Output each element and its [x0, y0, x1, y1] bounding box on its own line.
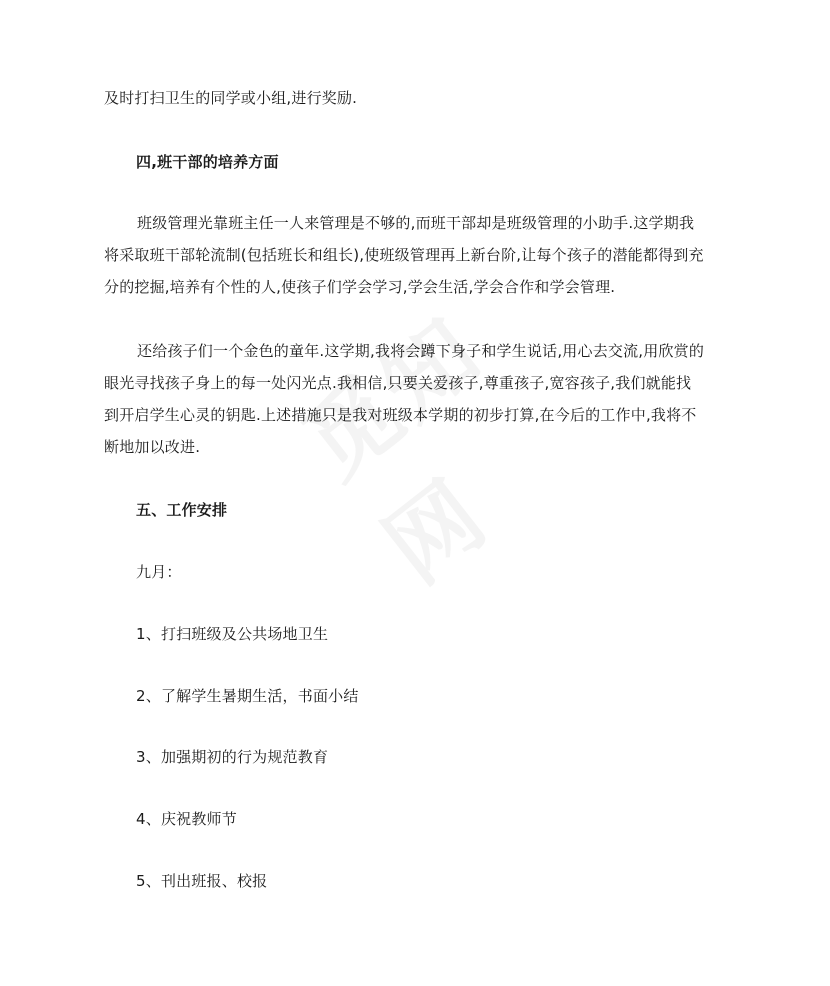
section-heading: 四,班干部的培养方面 [136, 153, 279, 171]
list-item: 1、打扫班级及公共场地卫生 [136, 625, 329, 643]
list-item: 2、了解学生暑期生活，书面小结 [136, 687, 359, 705]
paragraph-line: 还给孩子们一个金色的童年.这学期,我将会蹲下身子和学生说话,用心去交流,用欣赏的 [137, 342, 705, 360]
paragraph-line: 分的挖掘,培养有个性的人,使孩子们学会学习,学会生活,学会合作和学会管理. [104, 278, 616, 296]
section-heading: 五、工作安排 [136, 501, 228, 519]
list-item: 4、庆祝教师节 [136, 810, 237, 828]
month-label: 九月： [136, 563, 182, 581]
paragraph-line: 班级管理光靠班主任一人来管理是不够的,而班干部却是班级管理的小助手.这学期我 [137, 214, 695, 232]
paragraph-line: 断地加以改进. [104, 438, 201, 456]
paragraph-line: 到开启学生心灵的钥匙.上述措施只是我对班级本学期的初步打算,在今后的工作中,我将不 [104, 406, 697, 424]
paragraph-line: 将采取班干部轮流制(包括班长和组长),使班级管理再上新台阶,让每个孩子的潜能都得到充 [104, 246, 704, 264]
paragraph-line: 眼光寻找孩子身上的每一处闪光点.我相信,只要关爱孩子,尊重孩子,宽容孩子,我们就能找 [104, 374, 692, 392]
list-item: 3、加强期初的行为规范教育 [136, 748, 329, 766]
list-item: 5、刊出班报、校报 [136, 872, 268, 890]
paragraph-line: 及时打扫卫生的同学或小组,进行奖励. [104, 89, 358, 107]
